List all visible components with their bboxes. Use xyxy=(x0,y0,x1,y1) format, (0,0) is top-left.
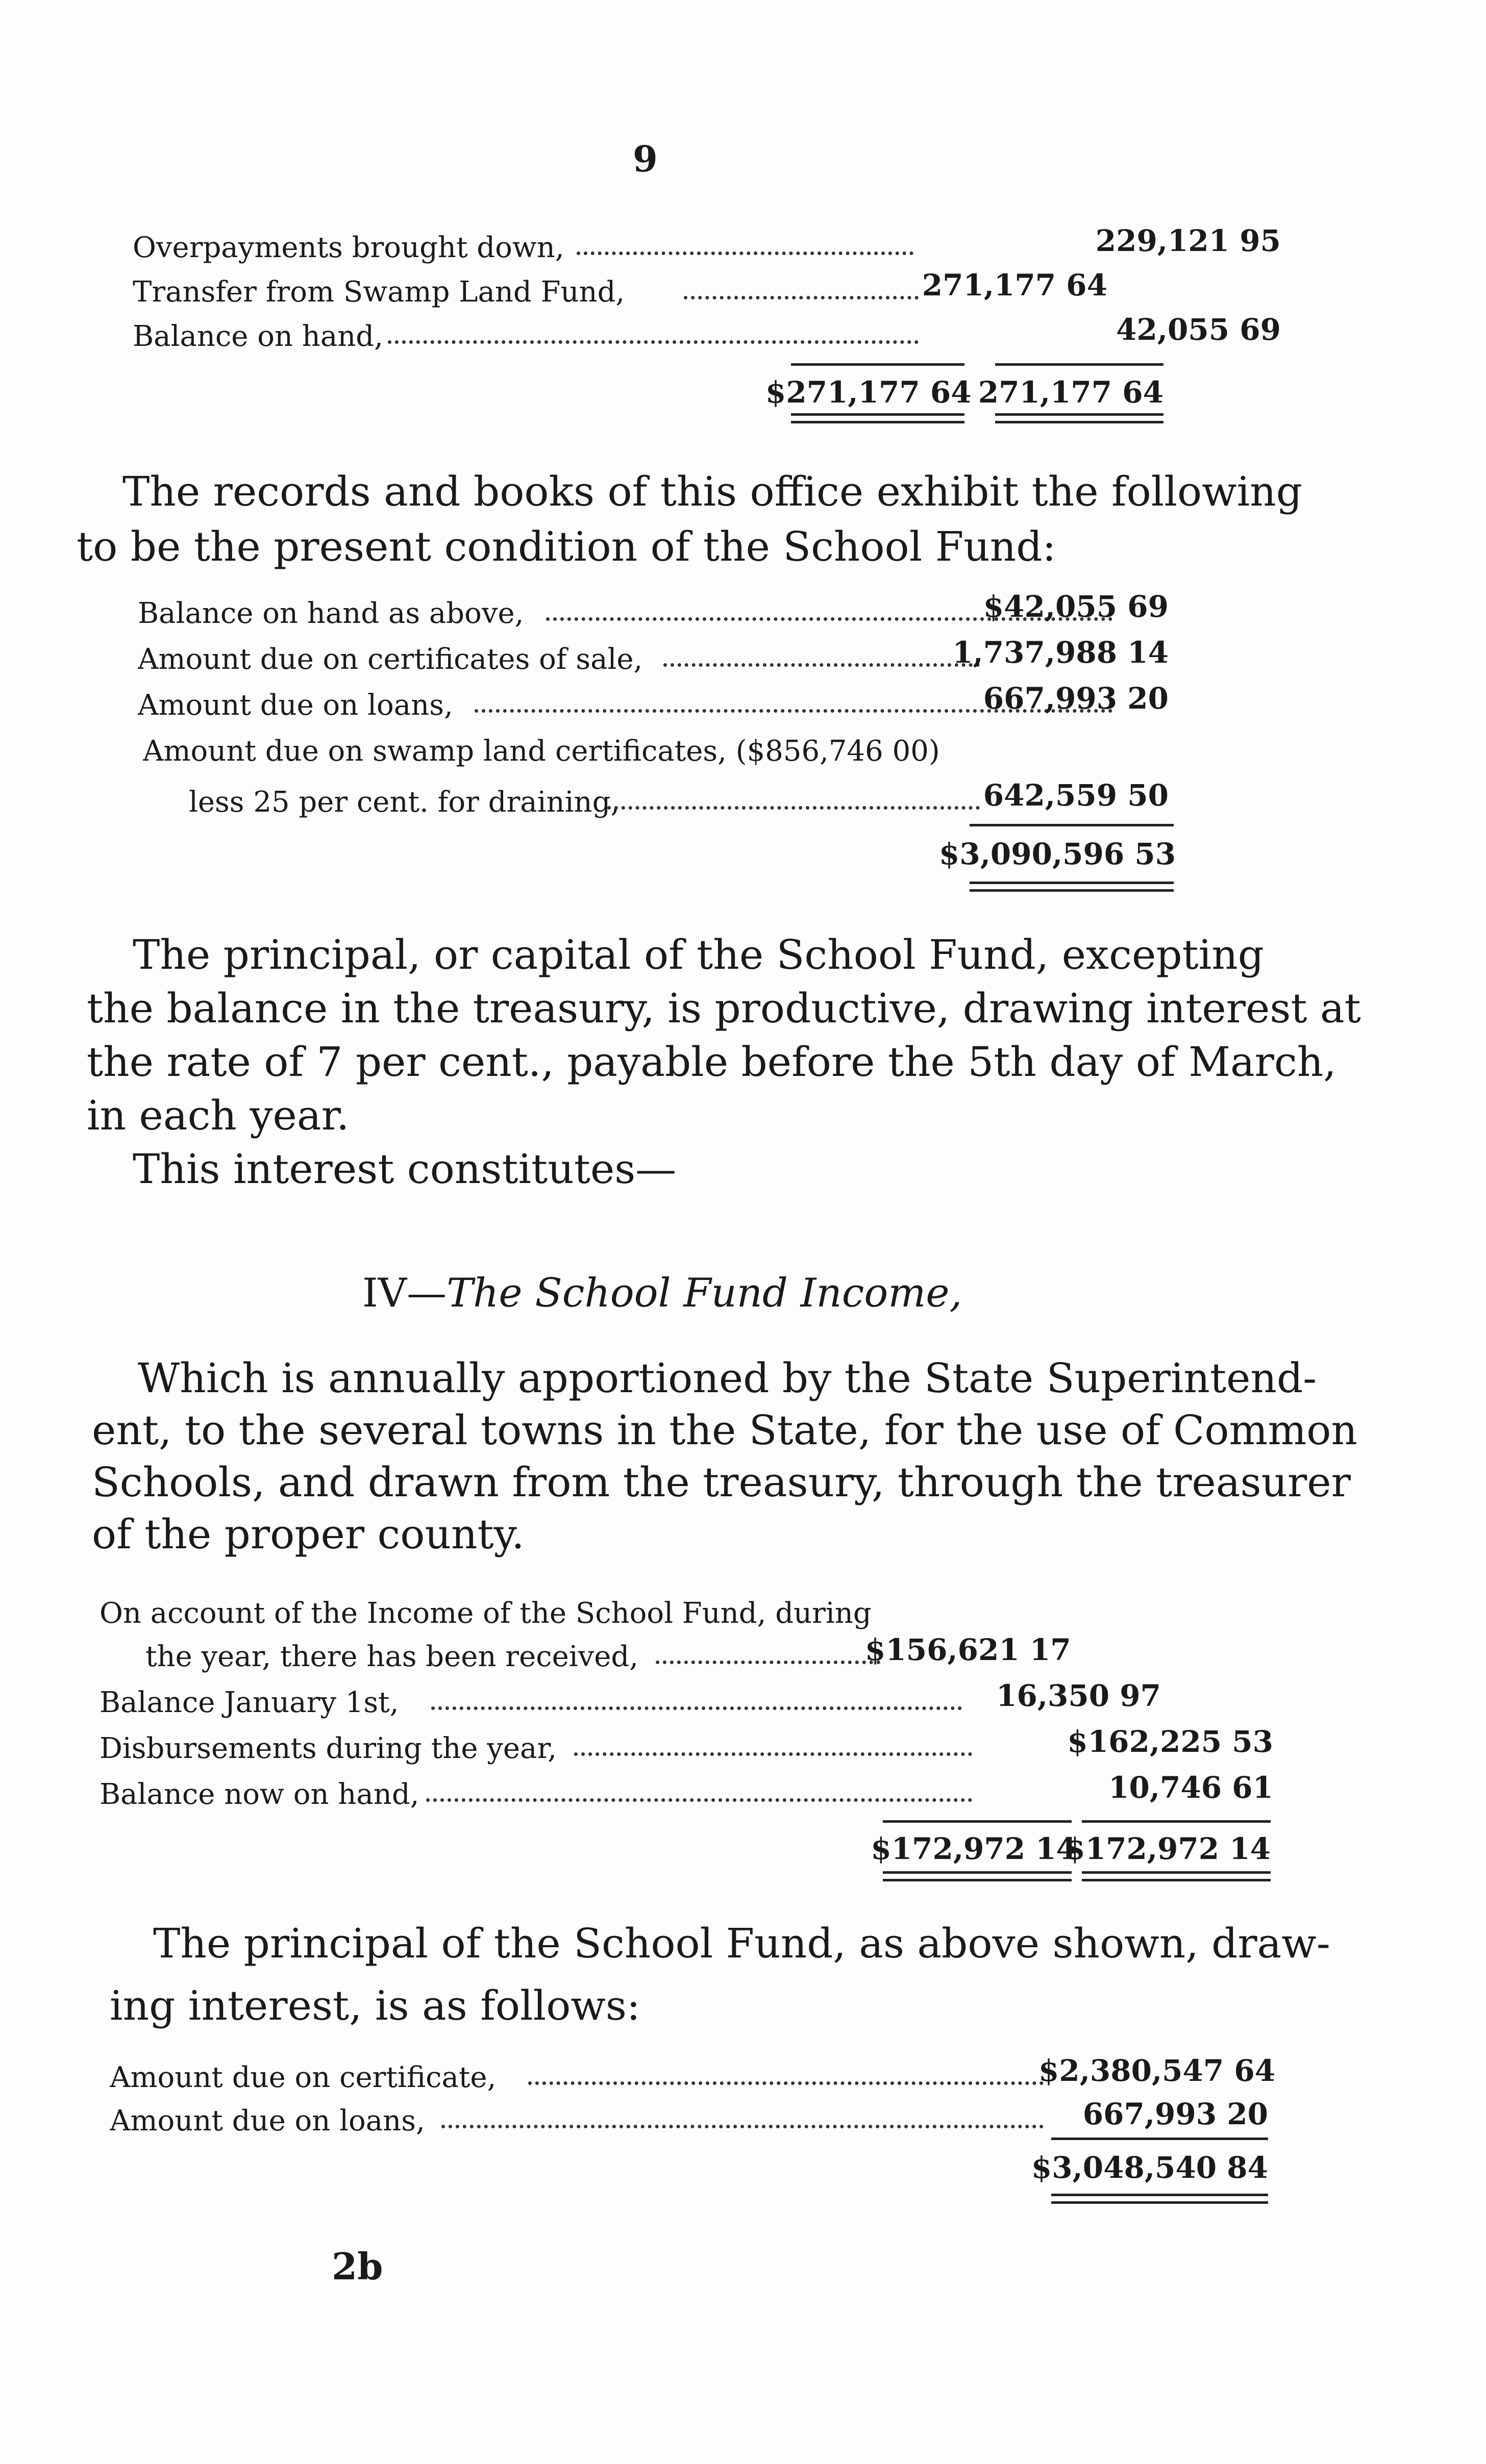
ledger-amount: 642,559 50 xyxy=(983,778,1169,813)
leader-dots xyxy=(426,1798,972,1802)
section-prefix: IV— xyxy=(362,1270,447,1316)
ledger-amount: $42,055 69 xyxy=(983,589,1169,624)
total-rule xyxy=(1082,1871,1271,1881)
paragraph-line: ent, to the several towns in the State, for the use of Common xyxy=(92,1406,1357,1454)
ledger-total: $3,048,540 84 xyxy=(1031,2150,1268,2185)
ledger-row xyxy=(138,635,1169,676)
paragraph-line: to be the present condition of the School Fund: xyxy=(77,523,1056,570)
ledger-total: $172,972 14 xyxy=(1064,1831,1271,1866)
total-rule xyxy=(883,1871,1072,1881)
paragraph-line: the balance in the treasury, is productive, drawing interest at xyxy=(87,985,1361,1032)
ledger-row-label: Amount due on loans, xyxy=(138,689,458,722)
ledger-row xyxy=(100,1589,1273,1630)
ledger-row-label: Transfer from Swamp Land Fund, xyxy=(133,275,630,309)
ledger-amount: 1,737,988 14 xyxy=(952,635,1169,670)
paragraph-line: in each year. xyxy=(87,1092,350,1139)
ledger-row-label: On account of the Income of the School Fund, during xyxy=(100,1597,877,1630)
ledger-row xyxy=(110,2097,1268,2138)
paragraph-line: the rate of 7 per cent., payable before the 5th day of March, xyxy=(87,1038,1336,1086)
ledger-row xyxy=(100,1678,1273,1719)
section-title: The School Fund Income, xyxy=(447,1270,962,1316)
ledger-amount: $162,225 53 xyxy=(1067,1724,1273,1759)
paragraph-line: Which is annually apportioned by the State Superintend- xyxy=(138,1354,1317,1402)
ledger-amount: 16,350 97 xyxy=(996,1678,1161,1713)
ledger-row-label: Overpayments brought down, xyxy=(133,231,569,264)
leader-dots xyxy=(431,1706,962,1710)
ledger-row xyxy=(100,1770,1273,1811)
page-number: 9 xyxy=(633,138,658,180)
ledger-amount: 667,993 20 xyxy=(983,681,1169,716)
leader-dots xyxy=(574,1752,972,1756)
ledger-row-label: Balance on hand as above, xyxy=(138,597,529,630)
ledger-row xyxy=(110,2053,1276,2094)
ledger-total: $3,090,596 53 xyxy=(939,837,1176,871)
leader-dots xyxy=(607,806,980,810)
ledger-amount: 10,746 61 xyxy=(1108,1770,1273,1805)
total-rule xyxy=(1051,2194,1268,2204)
ledger-row-label: less 25 per cent. for draining, xyxy=(189,786,625,819)
ledger-total: $172,972 14 xyxy=(871,1831,1077,1866)
column-rule xyxy=(1082,1820,1271,1823)
ledger-total: $271,177 64 xyxy=(765,375,972,410)
paragraph-line: The records and books of this office exhibit the following xyxy=(122,468,1302,515)
total-rule xyxy=(791,413,964,423)
signature-mark: 2b xyxy=(332,2245,383,2288)
paragraph-line: This interest constitutes— xyxy=(133,1145,677,1193)
paragraph-line: of the proper county. xyxy=(92,1511,525,1558)
column-rule xyxy=(970,824,1174,826)
ledger-row xyxy=(143,727,1169,768)
paragraph-line: ing interest, is as follows: xyxy=(110,1982,640,2029)
ledger-row-label: Amount due on loans, xyxy=(110,2104,430,2138)
ledger-row xyxy=(138,589,1169,630)
ledger-row-label: Balance January 1st, xyxy=(100,1686,404,1719)
column-rule xyxy=(995,363,1163,366)
ledger-row-label: Balance on hand, xyxy=(133,320,388,353)
leader-dots xyxy=(577,252,913,255)
column-rule xyxy=(883,1820,1072,1823)
ledger-amount: 42,055 69 xyxy=(1116,312,1281,347)
ledger-amount: $156,621 17 xyxy=(865,1632,1071,1667)
ledger-row xyxy=(133,312,1281,353)
ledger-row xyxy=(138,681,1169,722)
ledger-row xyxy=(133,223,1281,264)
leader-dots xyxy=(528,2081,1044,2085)
leader-dots xyxy=(663,663,980,667)
ledger-amount: $2,380,547 64 xyxy=(1038,2053,1276,2088)
leader-dots xyxy=(441,2125,1044,2128)
total-rule xyxy=(995,413,1163,423)
ledger-row-label: Amount due on certificates of sale, xyxy=(138,643,648,676)
ledger-amount: 229,121 95 xyxy=(1095,223,1281,258)
ledger-total: 271,177 64 xyxy=(978,375,1163,410)
ledger-row-label: the year, there has been received, xyxy=(145,1640,643,1673)
section-heading xyxy=(362,1270,962,1316)
ledger-row-label: Disbursements during the year, xyxy=(100,1732,562,1765)
column-rule xyxy=(1051,2138,1268,2140)
ledger-row-label: Amount due on swamp land certificates, ($856,746 00) xyxy=(143,735,945,768)
ledger-row-label: Amount due on certificate, xyxy=(110,2061,501,2094)
ledger-row xyxy=(133,268,1281,309)
total-rule xyxy=(970,882,1174,892)
ledger-row xyxy=(145,1632,1273,1673)
paragraph-line: Schools, and drawn from the treasury, through the treasurer xyxy=(92,1459,1351,1506)
ledger-row xyxy=(189,778,1169,819)
leader-dots xyxy=(388,340,919,344)
ledger-amount: 667,993 20 xyxy=(1082,2097,1268,2131)
paragraph-line: The principal of the School Fund, as above shown, draw- xyxy=(153,1920,1330,1967)
column-rule xyxy=(791,363,964,366)
leader-dots xyxy=(656,1661,880,1664)
ledger-row xyxy=(100,1724,1273,1765)
ledger-row-label: Balance now on hand, xyxy=(100,1778,424,1811)
paragraph-line: The principal, or capital of the School Fund, excepting xyxy=(133,931,1264,978)
ledger-amount: 271,177 64 xyxy=(922,268,1107,303)
